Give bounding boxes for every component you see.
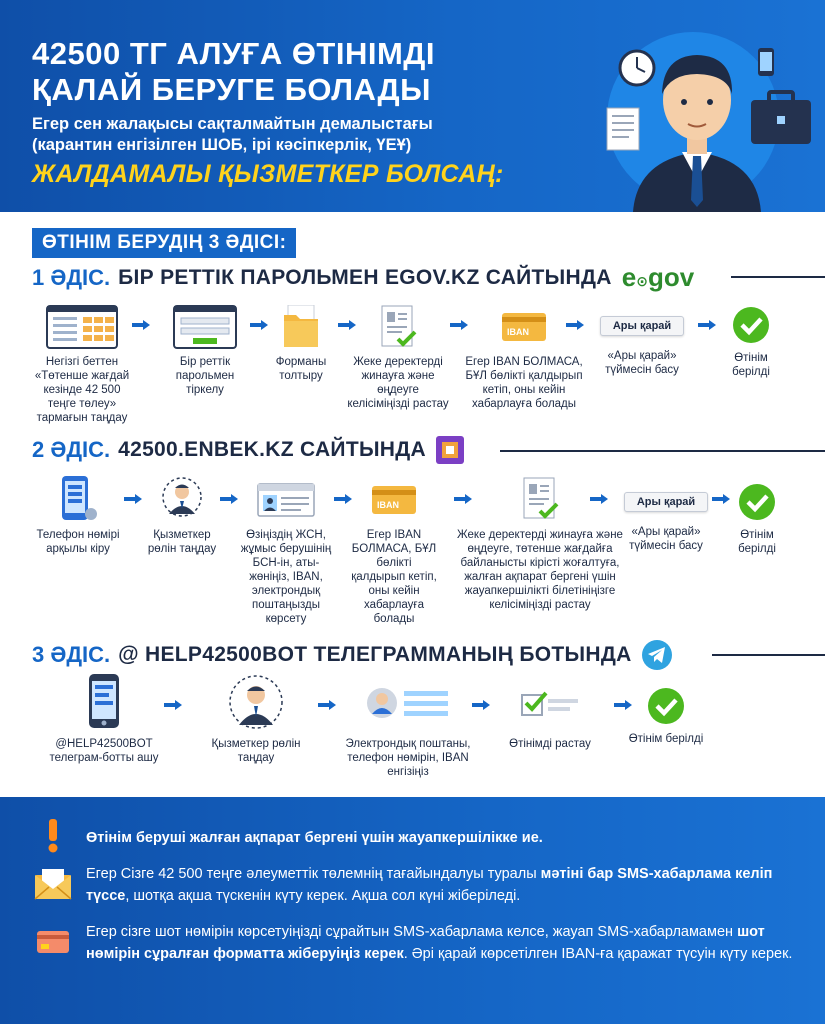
login-form-icon — [173, 305, 237, 349]
envelope-icon — [34, 867, 72, 901]
m1-step-7-label: Өтінім берілді — [732, 352, 770, 378]
clock-icon — [620, 51, 654, 85]
m1-step-1-label: Негізгі беттен «Төтенше жағдай кезінде 42 500 теңге төлеу» тармағын таңдау — [34, 356, 130, 424]
page-title — [32, 36, 435, 108]
sms-info-2-part-a: Егер сізге шот нөмірін көрсетуіңізді сұрайтын SMS-хабарлама келсе, жауап SMS-хабарламамен — [86, 924, 738, 940]
arrow-right-icon — [566, 320, 584, 330]
method-1-title: БІР РЕТТІК ПАРОЛЬМЕН EGOV.KZ САЙТЫНДА — [118, 265, 612, 289]
m1-step-4 — [346, 305, 450, 411]
sms-info-1-part-a: Егер Сізге 42 500 теңге әлеуметтік төлемнің тағайындалуы туралы — [86, 866, 541, 882]
subtitle-line-1: Егер сен жалақысы сақталмайтын демалыстағы — [32, 115, 433, 133]
footer-info — [0, 797, 825, 1024]
method-2-heading — [32, 436, 464, 464]
method-3-title: @ HELP42500BOT ТЕЛЕГРАММАНЫҢ БОТЫНДА — [118, 643, 632, 666]
title-line-1: 42500 ТГ АЛУҒА ӨТІНІМДІ — [32, 36, 435, 71]
m2-step-4 — [350, 476, 438, 626]
m1-step-2-label: Бір реттік парольмен тіркелу — [175, 356, 235, 396]
arrow-right-icon — [132, 320, 150, 330]
sms-info-2 — [86, 921, 806, 965]
method-2-number: 2 ӘДІС. — [32, 437, 111, 462]
svg-text:IBAN: IBAN — [507, 327, 529, 337]
highlight-text: ЖАЛДАМАЛЫ ҚЫЗМЕТКЕР БОЛСАҢ: — [32, 160, 504, 188]
document-check-icon — [520, 476, 560, 522]
sms-info-1 — [86, 863, 806, 907]
exclamation-icon — [46, 819, 60, 853]
phone-login-icon — [58, 476, 98, 522]
m1-step-3 — [262, 305, 340, 383]
warning-label: Өтінім беруші жалған ақпарат бергені үшін жауапкершілікке ие. — [86, 830, 543, 846]
method-1-heading — [32, 262, 694, 293]
m1-step-5-label: Егер IBAN БОЛМАСА, БҰЛ бөлікті қалдырып кетіп, оны кейін хабарлауға болады — [465, 356, 583, 410]
egov-logo: e⊙gov — [621, 262, 695, 292]
check-circle-icon — [646, 686, 686, 726]
m3-step-3 — [334, 673, 482, 779]
next-button[interactable]: Ары қарай — [600, 316, 684, 336]
office-worker-illustration — [585, 0, 825, 212]
arrow-right-icon — [124, 494, 142, 504]
m2-step-2-label: Қызметкер рөлін таңдау — [147, 529, 217, 555]
m1-step-2 — [160, 305, 250, 397]
next-button[interactable]: Ары қарай — [624, 492, 708, 512]
employee-icon — [161, 476, 203, 522]
m2-step-2 — [146, 476, 218, 556]
folder-icon — [280, 305, 322, 349]
sms-info-2-part-c: . Әрі қарай көрсетілген IBAN-ға қаражат түсуін күту керек. — [403, 946, 793, 962]
enbek-logo — [436, 436, 464, 464]
divider-line — [731, 276, 825, 278]
arrow-right-icon — [164, 700, 182, 710]
m3-step-5-label: Өтінім берілді — [628, 733, 704, 745]
phone-icon — [758, 48, 774, 76]
m3-step-1 — [36, 673, 172, 765]
m3-step-5 — [620, 686, 712, 746]
iban-card-icon — [370, 476, 418, 522]
ways-label: ӨТІНІМ БЕРУДІҢ 3 ӘДІСІ: — [32, 228, 296, 258]
sms-info-2-bold: шот нөмірін сұралған форматта жіберуіңіз керек — [86, 924, 765, 962]
m2-step-7-label: Өтінім берілді — [738, 529, 776, 555]
m3-step-3-label: Электрондық поштаны, телефон нөмірін, IBAN енгізіңіз — [345, 738, 471, 778]
m2-step-1 — [32, 476, 124, 556]
svg-text:IBAN: IBAN — [377, 500, 399, 510]
sms-info-1-part-c: , шотқа ақша түскенін күту керек. Ақша сол күні жіберіледі. — [125, 888, 521, 904]
check-circle-icon — [737, 482, 777, 522]
checklist-icon — [518, 673, 582, 731]
method-1-number: 1 ӘДІС. — [32, 264, 111, 290]
m1-step-4-label: Жеке деректерді жинауға және өңдеуге келісіміңізді растау — [347, 356, 449, 410]
m1-step-6 — [596, 316, 688, 377]
header-banner — [0, 0, 825, 212]
m3-step-4 — [504, 673, 596, 751]
employee-icon — [228, 673, 284, 731]
m2-step-3-label: Өзіңіздің ЖСН, жұмыс берушінің БСН-ін, аты-жөніңіз, IBAN, электрондық поштаңызды көрсету — [240, 529, 332, 625]
check-circle-icon — [731, 305, 771, 345]
m2-step-6-label: «Ары қарай» түймесін басу — [629, 526, 703, 552]
iban-card-icon — [500, 305, 548, 349]
arrow-right-icon — [472, 700, 490, 710]
method-3-number: 3 ӘДІС. — [32, 642, 111, 667]
website-icon — [46, 305, 118, 349]
subtitle-line-2: (карантин енгізілген ШОБ, ірі кәсіпкерлік, ҮЕҰ) — [32, 136, 412, 154]
title-line-2: ҚАЛАЙ БЕРУГЕ БОЛАДЫ — [32, 72, 431, 107]
credit-card-icon — [36, 930, 70, 954]
arrow-right-icon — [220, 494, 238, 504]
method-2-title: 42500.ENBEK.KZ САЙТЫНДА — [118, 438, 426, 461]
phone-icon — [87, 673, 121, 731]
divider-line — [712, 654, 825, 656]
m3-step-1-label: @HELP42500BOT телеграм-ботты ашу — [49, 738, 159, 764]
m2-step-7 — [724, 482, 790, 556]
m2-step-5-label: Жеке деректерді жинауға және өңдеуге, төтенше жағдайға байланысты кірісті жоғалтуға, жалған ақпарат бергені үшін жауапкершілікті білетініңізге келісіміңізді растау — [457, 529, 623, 611]
m3-step-4-label: Өтінімді растау — [509, 738, 591, 750]
m1-step-6-label: «Ары қарай» түймесін басу — [605, 350, 679, 376]
document-check-icon — [378, 305, 418, 349]
sms-info-1-bold: мәтіні бар SMS-хабарлама келіп түссе — [86, 866, 773, 904]
m2-step-1-label: Телефон нөмірі арқылы кіру — [36, 529, 120, 555]
arrow-right-icon — [698, 320, 716, 330]
m3-step-2-label: Қызметкер рөлін таңдау — [211, 738, 301, 764]
subtitle — [32, 114, 552, 156]
arrow-right-icon — [590, 494, 608, 504]
telegram-logo — [642, 640, 672, 670]
m2-step-3 — [238, 476, 334, 626]
profile-form-icon — [366, 673, 450, 731]
warning-text — [86, 827, 806, 849]
id-card-icon — [257, 476, 315, 522]
m2-step-4-label: Егер IBAN БОЛМАСА, БҰЛ бөлікті қалдырып кетіп, оны кейін хабарлауға болады — [351, 529, 437, 625]
method-3-heading — [32, 640, 672, 670]
m1-step-1 — [32, 305, 132, 425]
papers-icon — [607, 108, 639, 150]
m2-step-6 — [620, 492, 712, 553]
m3-step-2 — [200, 673, 312, 765]
divider-line — [500, 450, 825, 452]
m1-step-7 — [718, 305, 784, 379]
m1-step-3-label: Форманы толтыру — [275, 356, 327, 382]
